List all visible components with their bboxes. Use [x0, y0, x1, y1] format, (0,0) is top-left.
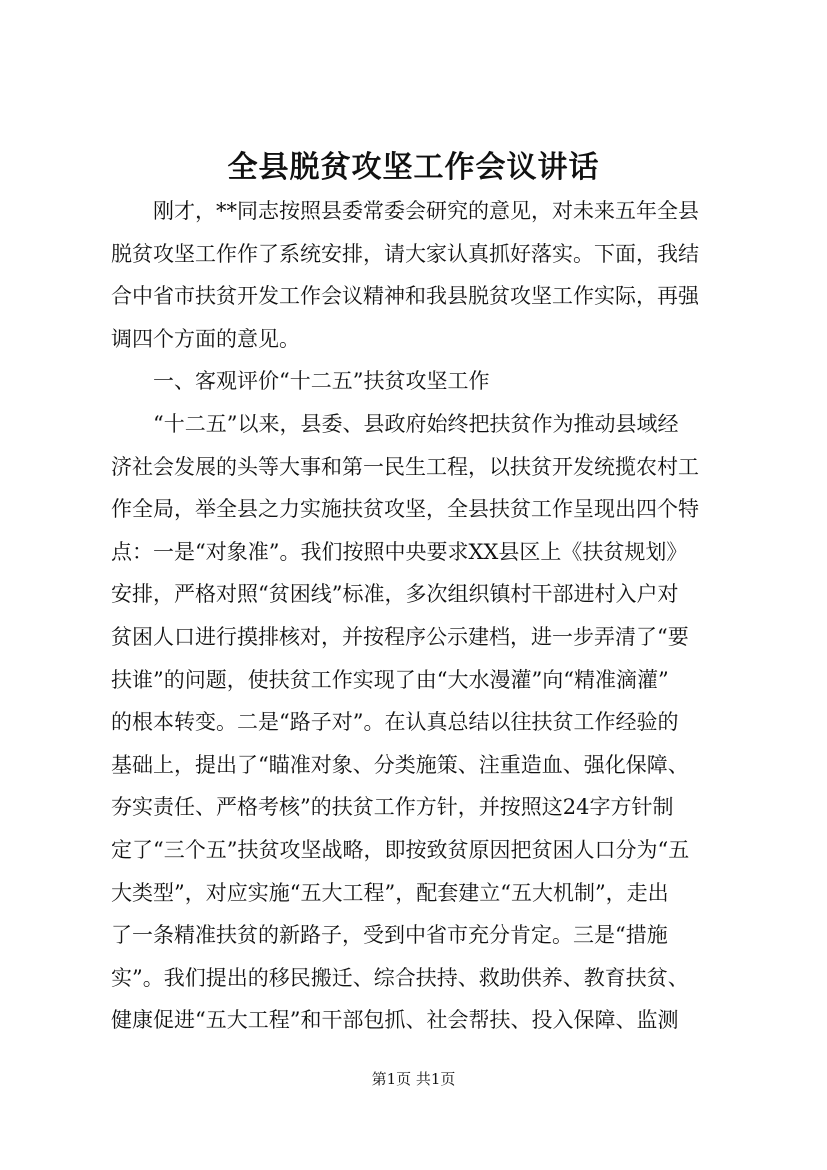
body-line: 合中省市扶贫开发工作会议精神和我县脱贫攻坚工作实际，再强	[111, 284, 699, 309]
document-body	[111, 190, 731, 1042]
body-line: 的根本转变。二是“路子对”。在认真总结以往扶贫工作经验的	[111, 710, 679, 735]
document-title: 全县脱贫攻坚工作会议讲话	[227, 150, 600, 185]
page-number-footer: 第1页 共1页	[371, 1070, 456, 1088]
body-line: 实”。我们提出的移民搬迁、综合扶持、救助供养、教育扶贫、	[111, 965, 689, 990]
body-line: 贫困人口进行摸排核对，并按程序公示建档，进一步弄清了“要	[111, 624, 689, 649]
body-line: 作全局，举全县之力实施扶贫攻坚，全县扶贫工作呈现出四个特	[111, 497, 699, 522]
body-line: 扶谁”的问题，使扶贫工作实现了由“大水漫灌”向“精准滴灌”	[111, 667, 669, 692]
body-line: 点：一是“对象准”。我们按照中央要求XX县区上《扶贫规划》	[111, 539, 688, 564]
body-line: 调四个方面的意见。	[111, 326, 300, 351]
body-line: 安排，严格对照“贫困线”标准，多次组织镇村干部进村入户对	[111, 582, 679, 607]
body-line: 健康促进“五大工程”和干部包抓、社会帮扶、投入保障、监测	[111, 1008, 679, 1033]
body-line: 大类型”，对应实施“五大工程”，配套建立“五大机制”，走出	[111, 880, 669, 905]
body-line: 基础上，提出了“瞄准对象、分类施策、注重造血、强化保障、	[111, 752, 689, 777]
section-heading: 一、客观评价“十二五”扶贫攻坚工作	[111, 369, 490, 394]
body-line: 脱贫攻坚工作作了系统安排，请大家认真抓好落实。下面，我结	[111, 241, 699, 266]
body-line: 刚才，**同志按照县委常委会研究的意见，对未来五年全县	[111, 199, 699, 223]
body-line: 定了“三个五”扶贫攻坚战略，即按致贫原因把贫困人口分为“五	[111, 837, 690, 862]
body-line: 夯实责任、严格考核”的扶贫工作方针，并按照这24字方针制	[111, 795, 674, 820]
body-line: “十二五”以来，县委、县政府始终把扶贫作为推动县域经	[111, 411, 679, 436]
body-line: 济社会发展的头等大事和第一民生工程，以扶贫开发统揽农村工	[111, 454, 699, 479]
body-line: 了一条精准扶贫的新路子，受到中省市充分肯定。三是“措施	[111, 923, 668, 948]
